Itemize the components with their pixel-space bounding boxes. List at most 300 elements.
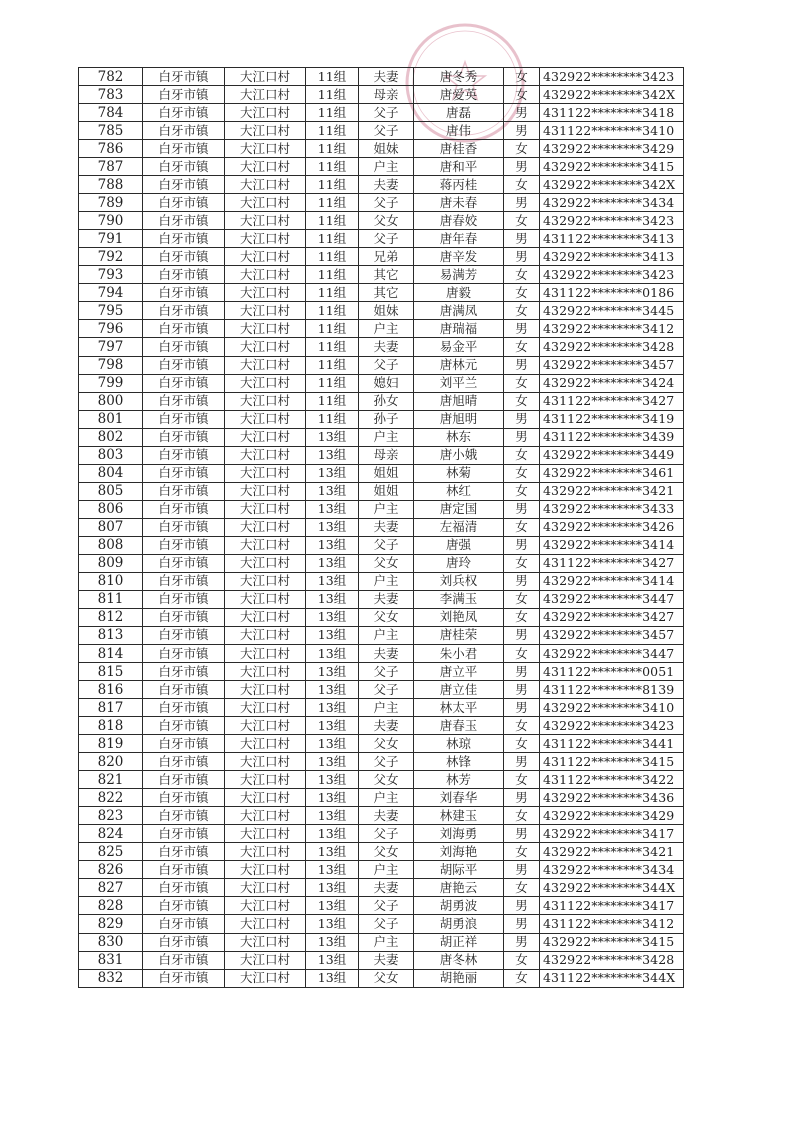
gender-cell: 女 [504, 771, 540, 789]
row-number: 813 [79, 626, 143, 644]
table-row [79, 248, 684, 266]
id-number-cell: 432922********3415 [540, 158, 684, 176]
row-number: 802 [79, 428, 143, 446]
id-number-cell: 431122********3441 [540, 735, 684, 753]
town-cell: 白牙市镇 [143, 915, 225, 933]
gender-cell: 女 [504, 518, 540, 536]
village-cell: 大江口村 [225, 590, 306, 608]
name-cell: 朱小君 [414, 645, 504, 663]
relation-cell: 夫妻 [359, 645, 414, 663]
relation-cell: 父子 [359, 356, 414, 374]
row-number: 827 [79, 879, 143, 897]
gender-cell: 男 [504, 194, 540, 212]
table-row [79, 969, 684, 987]
id-number-cell: 432922********344X [540, 879, 684, 897]
town-cell: 白牙市镇 [143, 825, 225, 843]
town-cell: 白牙市镇 [143, 356, 225, 374]
table-row [79, 807, 684, 825]
group-cell: 11组 [306, 140, 359, 158]
table-row [79, 554, 684, 572]
town-cell: 白牙市镇 [143, 194, 225, 212]
id-number-cell: 432922********3434 [540, 194, 684, 212]
town-cell: 白牙市镇 [143, 302, 225, 320]
name-cell: 林东 [414, 428, 504, 446]
gender-cell: 女 [504, 645, 540, 663]
table-row [79, 951, 684, 969]
table-row [79, 230, 684, 248]
table-row [79, 645, 684, 663]
group-cell: 13组 [306, 951, 359, 969]
row-number: 784 [79, 104, 143, 122]
row-number: 804 [79, 464, 143, 482]
gender-cell: 女 [504, 338, 540, 356]
table-row [79, 410, 684, 428]
id-number-cell: 432922********3429 [540, 140, 684, 158]
row-number: 832 [79, 969, 143, 987]
row-number: 791 [79, 230, 143, 248]
group-cell: 13组 [306, 735, 359, 753]
table-row [79, 753, 684, 771]
gender-cell: 女 [504, 284, 540, 302]
group-cell: 11组 [306, 320, 359, 338]
name-cell: 唐磊 [414, 104, 504, 122]
table-row [79, 608, 684, 626]
name-cell: 唐瑞福 [414, 320, 504, 338]
name-cell: 林太平 [414, 699, 504, 717]
village-cell: 大江口村 [225, 482, 306, 500]
name-cell: 胡艳丽 [414, 969, 504, 987]
id-number-cell: 431122********3415 [540, 753, 684, 771]
row-number: 811 [79, 590, 143, 608]
town-cell: 白牙市镇 [143, 428, 225, 446]
group-cell: 11组 [306, 194, 359, 212]
relation-cell: 母亲 [359, 86, 414, 104]
town-cell: 白牙市镇 [143, 320, 225, 338]
town-cell: 白牙市镇 [143, 500, 225, 518]
group-cell: 13组 [306, 825, 359, 843]
row-number: 826 [79, 861, 143, 879]
table-row [79, 122, 684, 140]
relation-cell: 夫妻 [359, 518, 414, 536]
group-cell: 13组 [306, 897, 359, 915]
village-cell: 大江口村 [225, 356, 306, 374]
row-number: 789 [79, 194, 143, 212]
name-cell: 唐年春 [414, 230, 504, 248]
gender-cell: 女 [504, 266, 540, 284]
id-number-cell: 432922********3423 [540, 68, 684, 86]
name-cell: 唐和平 [414, 158, 504, 176]
relation-cell: 夫妻 [359, 590, 414, 608]
id-number-cell: 431122********3410 [540, 122, 684, 140]
relation-cell: 父子 [359, 825, 414, 843]
name-cell: 唐玲 [414, 554, 504, 572]
relation-cell: 其它 [359, 266, 414, 284]
table-row [79, 68, 684, 86]
town-cell: 白牙市镇 [143, 753, 225, 771]
relation-cell: 户主 [359, 933, 414, 951]
relation-cell: 父子 [359, 753, 414, 771]
table-row [79, 338, 684, 356]
gender-cell: 女 [504, 68, 540, 86]
row-number: 817 [79, 699, 143, 717]
relation-cell: 父女 [359, 969, 414, 987]
relation-cell: 父子 [359, 536, 414, 554]
village-cell: 大江口村 [225, 879, 306, 897]
town-cell: 白牙市镇 [143, 122, 225, 140]
village-cell: 大江口村 [225, 663, 306, 681]
gender-cell: 女 [504, 212, 540, 230]
id-number-cell: 432922********3423 [540, 717, 684, 735]
id-number-cell: 431122********3422 [540, 771, 684, 789]
gender-cell: 女 [504, 464, 540, 482]
table-row [79, 446, 684, 464]
town-cell: 白牙市镇 [143, 933, 225, 951]
roster-table-body [79, 68, 684, 988]
town-cell: 白牙市镇 [143, 338, 225, 356]
row-number: 818 [79, 717, 143, 735]
id-number-cell: 432922********3415 [540, 933, 684, 951]
relation-cell: 父女 [359, 608, 414, 626]
group-cell: 11组 [306, 176, 359, 194]
gender-cell: 女 [504, 374, 540, 392]
village-cell: 大江口村 [225, 428, 306, 446]
name-cell: 唐冬秀 [414, 68, 504, 86]
name-cell: 林琼 [414, 735, 504, 753]
row-number: 821 [79, 771, 143, 789]
gender-cell: 男 [504, 861, 540, 879]
id-number-cell: 432922********3410 [540, 699, 684, 717]
group-cell: 11组 [306, 212, 359, 230]
name-cell: 李满玉 [414, 590, 504, 608]
relation-cell: 夫妻 [359, 338, 414, 356]
relation-cell: 夫妻 [359, 176, 414, 194]
row-number: 812 [79, 608, 143, 626]
name-cell: 唐小娥 [414, 446, 504, 464]
row-number: 801 [79, 410, 143, 428]
relation-cell: 户主 [359, 158, 414, 176]
town-cell: 白牙市镇 [143, 392, 225, 410]
gender-cell: 女 [504, 140, 540, 158]
row-number: 814 [79, 645, 143, 663]
town-cell: 白牙市镇 [143, 861, 225, 879]
id-number-cell: 432922********3414 [540, 572, 684, 590]
id-number-cell: 432922********3433 [540, 500, 684, 518]
town-cell: 白牙市镇 [143, 266, 225, 284]
relation-cell: 姐姐 [359, 482, 414, 500]
group-cell: 13组 [306, 663, 359, 681]
relation-cell: 父子 [359, 915, 414, 933]
id-number-cell: 431122********8139 [540, 681, 684, 699]
id-number-cell: 431122********3413 [540, 230, 684, 248]
town-cell: 白牙市镇 [143, 86, 225, 104]
id-number-cell: 432922********3426 [540, 518, 684, 536]
table-row [79, 212, 684, 230]
table-row [79, 104, 684, 122]
row-number: 794 [79, 284, 143, 302]
row-number: 795 [79, 302, 143, 320]
id-number-cell: 432922********3421 [540, 843, 684, 861]
id-number-cell: 432922********3445 [540, 302, 684, 320]
village-cell: 大江口村 [225, 284, 306, 302]
group-cell: 13组 [306, 879, 359, 897]
table-row [79, 933, 684, 951]
town-cell: 白牙市镇 [143, 212, 225, 230]
name-cell: 唐未春 [414, 194, 504, 212]
table-row [79, 428, 684, 446]
town-cell: 白牙市镇 [143, 410, 225, 428]
group-cell: 13组 [306, 969, 359, 987]
name-cell: 刘海勇 [414, 825, 504, 843]
row-number: 792 [79, 248, 143, 266]
town-cell: 白牙市镇 [143, 68, 225, 86]
gender-cell: 男 [504, 410, 540, 428]
town-cell: 白牙市镇 [143, 735, 225, 753]
gender-cell: 女 [504, 717, 540, 735]
group-cell: 13组 [306, 590, 359, 608]
village-cell: 大江口村 [225, 825, 306, 843]
village-cell: 大江口村 [225, 933, 306, 951]
row-number: 783 [79, 86, 143, 104]
row-number: 796 [79, 320, 143, 338]
gender-cell: 女 [504, 392, 540, 410]
table-row [79, 789, 684, 807]
town-cell: 白牙市镇 [143, 771, 225, 789]
row-number: 782 [79, 68, 143, 86]
id-number-cell: 432922********3423 [540, 212, 684, 230]
row-number: 793 [79, 266, 143, 284]
table-row [79, 482, 684, 500]
name-cell: 唐桂香 [414, 140, 504, 158]
gender-cell: 女 [504, 554, 540, 572]
village-cell: 大江口村 [225, 464, 306, 482]
gender-cell: 女 [504, 843, 540, 861]
town-cell: 白牙市镇 [143, 645, 225, 663]
name-cell: 林锋 [414, 753, 504, 771]
row-number: 790 [79, 212, 143, 230]
village-cell: 大江口村 [225, 753, 306, 771]
group-cell: 13组 [306, 645, 359, 663]
table-row [79, 590, 684, 608]
id-number-cell: 431122********0051 [540, 663, 684, 681]
table-row [79, 392, 684, 410]
town-cell: 白牙市镇 [143, 482, 225, 500]
town-cell: 白牙市镇 [143, 284, 225, 302]
row-number: 797 [79, 338, 143, 356]
town-cell: 白牙市镇 [143, 176, 225, 194]
relation-cell: 户主 [359, 789, 414, 807]
row-number: 823 [79, 807, 143, 825]
name-cell: 胡际平 [414, 861, 504, 879]
group-cell: 13组 [306, 681, 359, 699]
id-number-cell: 432922********3413 [540, 248, 684, 266]
gender-cell: 女 [504, 590, 540, 608]
group-cell: 11组 [306, 68, 359, 86]
village-cell: 大江口村 [225, 554, 306, 572]
relation-cell: 父女 [359, 212, 414, 230]
name-cell: 胡勇波 [414, 897, 504, 915]
gender-cell: 女 [504, 879, 540, 897]
village-cell: 大江口村 [225, 717, 306, 735]
gender-cell: 女 [504, 176, 540, 194]
village-cell: 大江口村 [225, 843, 306, 861]
table-row [79, 897, 684, 915]
group-cell: 13组 [306, 699, 359, 717]
name-cell: 唐林元 [414, 356, 504, 374]
village-cell: 大江口村 [225, 410, 306, 428]
town-cell: 白牙市镇 [143, 807, 225, 825]
gender-cell: 男 [504, 320, 540, 338]
relation-cell: 父子 [359, 194, 414, 212]
gender-cell: 男 [504, 230, 540, 248]
table-row [79, 464, 684, 482]
village-cell: 大江口村 [225, 897, 306, 915]
town-cell: 白牙市镇 [143, 554, 225, 572]
group-cell: 11组 [306, 302, 359, 320]
table-row [79, 194, 684, 212]
relation-cell: 媳妇 [359, 374, 414, 392]
relation-cell: 户主 [359, 572, 414, 590]
gender-cell: 男 [504, 825, 540, 843]
table-row [79, 536, 684, 554]
row-number: 807 [79, 518, 143, 536]
village-cell: 大江口村 [225, 518, 306, 536]
village-cell: 大江口村 [225, 771, 306, 789]
table-row [79, 735, 684, 753]
gender-cell: 男 [504, 789, 540, 807]
village-cell: 大江口村 [225, 500, 306, 518]
id-number-cell: 431122********344X [540, 969, 684, 987]
name-cell: 唐立平 [414, 663, 504, 681]
table-row [79, 284, 684, 302]
table-row [79, 518, 684, 536]
village-cell: 大江口村 [225, 140, 306, 158]
relation-cell: 户主 [359, 500, 414, 518]
id-number-cell: 432922********3424 [540, 374, 684, 392]
name-cell: 胡勇浪 [414, 915, 504, 933]
id-number-cell: 432922********342X [540, 176, 684, 194]
name-cell: 易满芳 [414, 266, 504, 284]
relation-cell: 母亲 [359, 446, 414, 464]
relation-cell: 夫妻 [359, 68, 414, 86]
relation-cell: 户主 [359, 626, 414, 644]
name-cell: 刘海艳 [414, 843, 504, 861]
id-number-cell: 432922********3417 [540, 825, 684, 843]
table-row [79, 356, 684, 374]
name-cell: 唐冬林 [414, 951, 504, 969]
village-cell: 大江口村 [225, 248, 306, 266]
relation-cell: 父女 [359, 843, 414, 861]
row-number: 824 [79, 825, 143, 843]
village-cell: 大江口村 [225, 104, 306, 122]
row-number: 831 [79, 951, 143, 969]
table-row [79, 158, 684, 176]
id-number-cell: 432922********3429 [540, 807, 684, 825]
group-cell: 11组 [306, 392, 359, 410]
id-number-cell: 432922********3423 [540, 266, 684, 284]
name-cell: 蒋丙桂 [414, 176, 504, 194]
gender-cell: 男 [504, 158, 540, 176]
village-cell: 大江口村 [225, 266, 306, 284]
group-cell: 13组 [306, 771, 359, 789]
village-cell: 大江口村 [225, 645, 306, 663]
row-number: 808 [79, 536, 143, 554]
town-cell: 白牙市镇 [143, 158, 225, 176]
relation-cell: 其它 [359, 284, 414, 302]
table-row [79, 825, 684, 843]
group-cell: 13组 [306, 717, 359, 735]
relation-cell: 孙子 [359, 410, 414, 428]
group-cell: 13组 [306, 500, 359, 518]
id-number-cell: 431122********3439 [540, 428, 684, 446]
row-number: 819 [79, 735, 143, 753]
relation-cell: 户主 [359, 428, 414, 446]
relation-cell: 父子 [359, 104, 414, 122]
gender-cell: 男 [504, 753, 540, 771]
town-cell: 白牙市镇 [143, 590, 225, 608]
row-number: 798 [79, 356, 143, 374]
village-cell: 大江口村 [225, 86, 306, 104]
table-row [79, 663, 684, 681]
gender-cell: 男 [504, 681, 540, 699]
group-cell: 11组 [306, 356, 359, 374]
town-cell: 白牙市镇 [143, 374, 225, 392]
village-cell: 大江口村 [225, 807, 306, 825]
gender-cell: 女 [504, 482, 540, 500]
relation-cell: 夫妻 [359, 951, 414, 969]
row-number: 809 [79, 554, 143, 572]
row-number: 825 [79, 843, 143, 861]
village-cell: 大江口村 [225, 374, 306, 392]
group-cell: 13组 [306, 446, 359, 464]
village-cell: 大江口村 [225, 338, 306, 356]
gender-cell: 男 [504, 933, 540, 951]
gender-cell: 男 [504, 915, 540, 933]
group-cell: 13组 [306, 464, 359, 482]
table-row [79, 843, 684, 861]
village-cell: 大江口村 [225, 158, 306, 176]
gender-cell: 男 [504, 572, 540, 590]
group-cell: 11组 [306, 410, 359, 428]
group-cell: 13组 [306, 753, 359, 771]
group-cell: 11组 [306, 248, 359, 266]
row-number: 820 [79, 753, 143, 771]
gender-cell: 女 [504, 86, 540, 104]
town-cell: 白牙市镇 [143, 140, 225, 158]
relation-cell: 父子 [359, 681, 414, 699]
table-row [79, 861, 684, 879]
gender-cell: 男 [504, 428, 540, 446]
village-cell: 大江口村 [225, 302, 306, 320]
group-cell: 13组 [306, 915, 359, 933]
town-cell: 白牙市镇 [143, 843, 225, 861]
table-row [79, 915, 684, 933]
village-cell: 大江口村 [225, 536, 306, 554]
name-cell: 唐辛发 [414, 248, 504, 266]
village-cell: 大江口村 [225, 951, 306, 969]
gender-cell: 男 [504, 500, 540, 518]
village-cell: 大江口村 [225, 68, 306, 86]
relation-cell: 父子 [359, 230, 414, 248]
id-number-cell: 432922********3428 [540, 338, 684, 356]
gender-cell: 男 [504, 122, 540, 140]
town-cell: 白牙市镇 [143, 464, 225, 482]
id-number-cell: 432922********342X [540, 86, 684, 104]
relation-cell: 兄弟 [359, 248, 414, 266]
group-cell: 13组 [306, 536, 359, 554]
roster-table [78, 67, 684, 988]
id-number-cell: 432922********3457 [540, 356, 684, 374]
village-cell: 大江口村 [225, 789, 306, 807]
